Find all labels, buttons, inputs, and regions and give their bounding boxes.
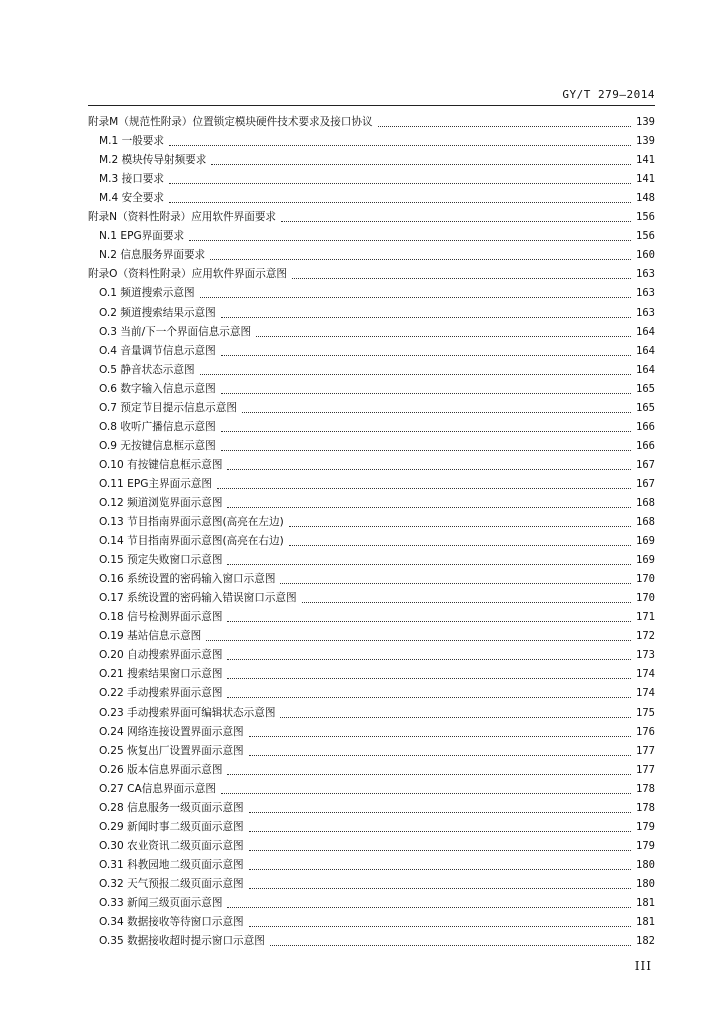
dot-leader xyxy=(211,164,631,165)
toc-entry-title: O.31 科教园地二级页面示意图 xyxy=(99,858,244,871)
toc-entry-page-number: 180 xyxy=(636,877,655,890)
dot-leader xyxy=(227,907,631,908)
toc-entry-page-number: 167 xyxy=(636,458,655,471)
toc-entry[interactable] xyxy=(88,662,655,681)
toc-entry-page-number: 170 xyxy=(636,573,655,586)
dot-leader xyxy=(378,126,631,127)
toc-entry[interactable] xyxy=(88,472,655,491)
toc-entry-title: N.2 信息服务界面要求 xyxy=(99,249,206,262)
header-rule xyxy=(88,105,655,106)
toc-entry-page-number: 165 xyxy=(636,382,655,395)
dot-leader xyxy=(227,564,631,565)
toc-entry-page-number: 175 xyxy=(636,706,655,719)
dot-leader xyxy=(169,145,631,146)
toc-entry[interactable] xyxy=(88,700,655,719)
toc-entry-title: O.19 基站信息示意图 xyxy=(99,630,202,643)
toc-entry-title: O.5 静音状态示意图 xyxy=(99,363,195,376)
toc-entry[interactable] xyxy=(88,891,655,910)
toc-entry-title: O.15 预定失败窗口示意图 xyxy=(99,554,223,567)
toc-entry-title: O.27 CA信息界面示意图 xyxy=(99,782,216,795)
toc-entry[interactable] xyxy=(88,834,655,853)
toc-entry-title: O.22 手动搜索界面示意图 xyxy=(99,687,223,700)
toc-entry-page-number: 180 xyxy=(636,858,655,871)
toc-entry[interactable] xyxy=(88,529,655,548)
toc-entry-page-number: 168 xyxy=(636,496,655,509)
dot-leader xyxy=(227,469,631,470)
toc-entry-title: O.2 频道搜索结果示意图 xyxy=(99,306,216,319)
dot-leader xyxy=(227,697,631,698)
toc-entry[interactable] xyxy=(88,567,655,586)
toc-entry-page-number: 179 xyxy=(636,839,655,852)
toc-entry-title: O.29 新闻时事二级页面示意图 xyxy=(99,820,244,833)
toc-entry[interactable] xyxy=(88,167,655,186)
dot-leader xyxy=(221,450,631,451)
toc-entry-title: O.14 节目指南界面示意图(高亮在右边) xyxy=(99,535,284,548)
page-folio: III xyxy=(634,959,652,973)
toc-entry[interactable] xyxy=(88,586,655,605)
dot-leader xyxy=(227,678,631,679)
dot-leader xyxy=(249,831,631,832)
toc-entry-title: O.8 收听广播信息示意图 xyxy=(99,420,216,433)
toc-entry[interactable] xyxy=(88,796,655,815)
toc-entry-page-number: 156 xyxy=(636,211,655,224)
toc-entry-title: M.1 一般要求 xyxy=(99,135,164,148)
toc-entry-title: O.34 数据接收等待窗口示意图 xyxy=(99,916,244,929)
toc-entry-page-number: 141 xyxy=(636,173,655,186)
toc-entry-title: M.2 模块传导射频要求 xyxy=(99,154,207,167)
dot-leader xyxy=(200,297,631,298)
dot-leader xyxy=(281,221,631,222)
toc-entry[interactable] xyxy=(88,300,655,319)
toc-entry[interactable] xyxy=(88,491,655,510)
toc-entry-page-number: 172 xyxy=(636,630,655,643)
toc-entry-title: O.17 系统设置的密码输入错误窗口示意图 xyxy=(99,592,297,605)
toc-entry[interactable] xyxy=(88,358,655,377)
toc-entry-title: O.18 信号检测界面示意图 xyxy=(99,611,223,624)
toc-entry-page-number: 176 xyxy=(636,725,655,738)
dot-leader xyxy=(189,240,631,241)
toc-entry[interactable] xyxy=(88,434,655,453)
toc-entry-page-number: 181 xyxy=(636,896,655,909)
toc-entry-page-number: 160 xyxy=(636,249,655,262)
toc-entry-page-number: 182 xyxy=(636,935,655,948)
toc-entry-title: O.23 手动搜索界面可编辑状态示意图 xyxy=(99,706,276,719)
toc-entry-title: O.26 版本信息界面示意图 xyxy=(99,763,223,776)
toc-entry[interactable] xyxy=(88,929,655,948)
toc-entry[interactable] xyxy=(88,681,655,700)
dot-leader xyxy=(210,259,631,260)
toc-entry-page-number: 181 xyxy=(636,916,655,929)
toc-entry-page-number: 168 xyxy=(636,516,655,529)
dot-leader xyxy=(249,869,631,870)
toc-entry[interactable] xyxy=(88,815,655,834)
toc-entry-page-number: 165 xyxy=(636,401,655,414)
toc-entry[interactable] xyxy=(88,853,655,872)
dot-leader xyxy=(200,374,631,375)
document-code: GY/T 279—2014 xyxy=(562,88,655,101)
toc-entry[interactable] xyxy=(88,377,655,396)
toc-entry-title: O.7 预定节目提示信息示意图 xyxy=(99,401,237,414)
toc-entry[interactable] xyxy=(88,281,655,300)
toc-entry[interactable] xyxy=(88,453,655,472)
dot-leader xyxy=(249,888,631,889)
toc-entry-title: N.1 EPG界面要求 xyxy=(99,230,185,243)
toc-entry-page-number: 163 xyxy=(636,268,655,281)
toc-entry-title: 附录O（资料性附录）应用软件界面示意图 xyxy=(88,268,288,281)
dot-leader xyxy=(227,621,631,622)
toc-entry[interactable] xyxy=(88,605,655,624)
toc-entry-title: O.35 数据接收超时提示窗口示意图 xyxy=(99,935,265,948)
toc-entry-title: O.20 自动搜索界面示意图 xyxy=(99,649,223,662)
toc-entry[interactable] xyxy=(88,320,655,339)
toc-entry[interactable] xyxy=(88,129,655,148)
toc-entry-page-number: 166 xyxy=(636,420,655,433)
dot-leader xyxy=(270,945,631,946)
dot-leader xyxy=(249,926,631,927)
table-of-contents xyxy=(88,110,655,948)
toc-entry[interactable] xyxy=(88,720,655,739)
toc-entry[interactable] xyxy=(88,396,655,415)
toc-entry-page-number: 179 xyxy=(636,820,655,833)
dot-leader xyxy=(221,793,631,794)
dot-leader xyxy=(289,545,631,546)
toc-entry-page-number: 174 xyxy=(636,687,655,700)
toc-entry[interactable] xyxy=(88,643,655,662)
toc-entry-page-number: 178 xyxy=(636,801,655,814)
toc-entry-title: O.28 信息服务一级页面示意图 xyxy=(99,801,244,814)
toc-entry-page-number: 141 xyxy=(636,154,655,167)
dot-leader xyxy=(256,336,631,337)
toc-entry-page-number: 174 xyxy=(636,668,655,681)
toc-entry-page-number: 177 xyxy=(636,763,655,776)
toc-entry-title: O.16 系统设置的密码输入窗口示意图 xyxy=(99,573,276,586)
toc-appendix-entry[interactable] xyxy=(88,110,655,129)
toc-entry-title: O.32 天气预报二级页面示意图 xyxy=(99,877,244,890)
dot-leader xyxy=(289,526,631,527)
toc-entry-page-number: 164 xyxy=(636,344,655,357)
toc-entry-page-number: 139 xyxy=(636,116,655,129)
toc-entry[interactable] xyxy=(88,148,655,167)
toc-entry-page-number: 163 xyxy=(636,306,655,319)
toc-entry-title: O.30 农业资讯二级页面示意图 xyxy=(99,839,244,852)
dot-leader xyxy=(249,812,631,813)
toc-entry-page-number: 169 xyxy=(636,554,655,567)
toc-entry-page-number: 164 xyxy=(636,363,655,376)
toc-entry[interactable] xyxy=(88,739,655,758)
toc-entry-title: O.9 无按键信息框示意图 xyxy=(99,439,216,452)
toc-appendix-entry[interactable] xyxy=(88,262,655,281)
toc-entry-page-number: 166 xyxy=(636,439,655,452)
dot-leader xyxy=(217,488,631,489)
dot-leader xyxy=(280,717,631,718)
toc-entry-page-number: 178 xyxy=(636,782,655,795)
toc-entry-page-number: 156 xyxy=(636,230,655,243)
toc-entry-page-number: 148 xyxy=(636,192,655,205)
dot-leader xyxy=(227,659,631,660)
dot-leader xyxy=(221,355,631,356)
toc-entry-title: O.3 当前/下一个界面信息示意图 xyxy=(99,325,252,338)
toc-entry-title: M.4 安全要求 xyxy=(99,192,164,205)
dot-leader xyxy=(169,183,631,184)
dot-leader xyxy=(206,640,631,641)
toc-entry-page-number: 170 xyxy=(636,592,655,605)
dot-leader xyxy=(249,755,631,756)
toc-entry-title: O.10 有按键信息框示意图 xyxy=(99,458,223,471)
toc-entry-page-number: 164 xyxy=(636,325,655,338)
toc-entry[interactable] xyxy=(88,758,655,777)
toc-entry-page-number: 139 xyxy=(636,135,655,148)
toc-entry-page-number: 177 xyxy=(636,744,655,757)
toc-entry-title: O.25 恢复出厂设置界面示意图 xyxy=(99,744,244,757)
dot-leader xyxy=(292,278,631,279)
dot-leader xyxy=(221,317,631,318)
toc-entry-title: O.12 频道浏览界面示意图 xyxy=(99,496,223,509)
toc-entry-title: O.4 音量调节信息示意图 xyxy=(99,344,216,357)
toc-entry-title: O.6 数字输入信息示意图 xyxy=(99,382,216,395)
toc-entry[interactable] xyxy=(88,415,655,434)
toc-appendix-entry[interactable] xyxy=(88,205,655,224)
toc-entry-title: O.24 网络连接设置界面示意图 xyxy=(99,725,244,738)
toc-entry-title: O.13 节目指南界面示意图(高亮在左边) xyxy=(99,516,284,529)
toc-entry[interactable] xyxy=(88,624,655,643)
toc-entry-title: 附录M（规范性附录）位置锁定模块硬件技术要求及接口协议 xyxy=(88,116,373,129)
toc-entry-page-number: 167 xyxy=(636,477,655,490)
dot-leader xyxy=(302,602,631,603)
toc-entry-page-number: 171 xyxy=(636,611,655,624)
toc-entry-title: O.1 频道搜索示意图 xyxy=(99,287,195,300)
dot-leader xyxy=(221,431,631,432)
toc-entry[interactable] xyxy=(88,510,655,529)
dot-leader xyxy=(227,507,631,508)
dot-leader xyxy=(227,774,631,775)
toc-entry-page-number: 163 xyxy=(636,287,655,300)
dot-leader xyxy=(242,412,631,413)
toc-entry-title: M.3 接口要求 xyxy=(99,173,164,186)
toc-entry-title: O.11 EPG主界面示意图 xyxy=(99,477,212,490)
toc-entry-title: 附录N（资料性附录）应用软件界面要求 xyxy=(88,211,277,224)
dot-leader xyxy=(249,736,631,737)
toc-entry[interactable] xyxy=(88,339,655,358)
toc-entry[interactable] xyxy=(88,548,655,567)
toc-entry[interactable] xyxy=(88,910,655,929)
dot-leader xyxy=(249,850,631,851)
toc-entry[interactable] xyxy=(88,777,655,796)
toc-entry[interactable] xyxy=(88,224,655,243)
toc-entry-page-number: 169 xyxy=(636,535,655,548)
toc-entry-title: O.21 搜索结果窗口示意图 xyxy=(99,668,223,681)
toc-entry-page-number: 173 xyxy=(636,649,655,662)
dot-leader xyxy=(280,583,631,584)
dot-leader xyxy=(221,393,631,394)
dot-leader xyxy=(169,202,631,203)
toc-entry-title: O.33 新闻三级页面示意图 xyxy=(99,896,223,909)
toc-entry[interactable] xyxy=(88,186,655,205)
toc-entry[interactable] xyxy=(88,243,655,262)
toc-entry[interactable] xyxy=(88,872,655,891)
